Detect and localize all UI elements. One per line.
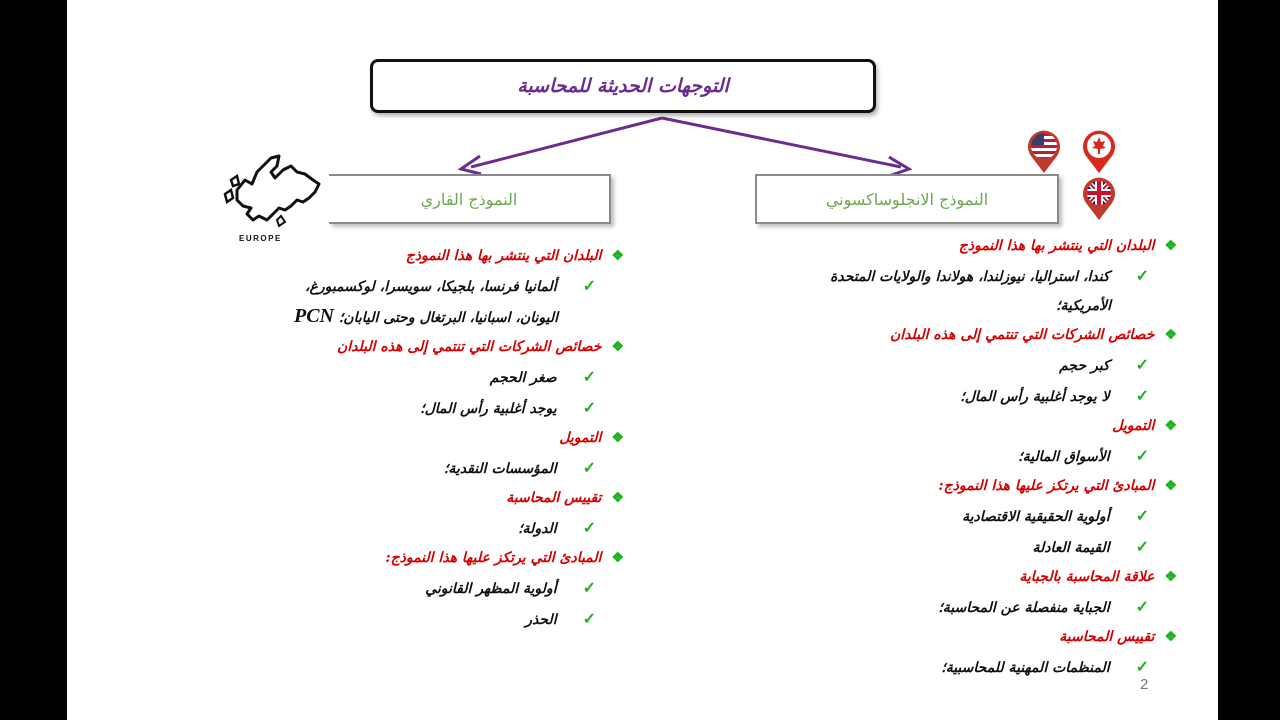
page-number: 2: [1140, 676, 1149, 693]
list-item-continued: اليونان، اسبانيا، البرتغال وحتى اليابان؛ PCN: [293, 305, 558, 327]
diamond-bullet-icon: ❖: [1164, 478, 1177, 494]
checkmark-icon: ✓: [1135, 506, 1149, 525]
checkmark-icon: ✓: [582, 276, 596, 295]
section-heading: ❖تقييس المحاسبة: [219, 484, 624, 513]
checkmark-icon: ✓: [1135, 597, 1149, 616]
europe-map-icon: [217, 150, 337, 236]
section-heading: ❖خصائص الشركات التي تنتمي إلى هذه البلدان: [747, 321, 1177, 350]
list-item: ✓أولوية الحقيقية الاقتصادية: [747, 501, 1177, 532]
arrow-right: [662, 118, 901, 167]
checkmark-icon: ✓: [582, 609, 596, 628]
list-item-continued: الأمريكية؛: [1056, 298, 1111, 314]
list-item: ✓الدولة؛: [219, 513, 624, 544]
usa-flag-pin-icon: [1025, 128, 1063, 174]
anglo-saxon-model-title: النموذج الانجلوساكسوني: [755, 174, 1059, 224]
section-heading: ❖البلدان التي ينتشر بها هذا النموذج: [219, 242, 624, 271]
list-item: ✓كندا، استراليا، نيوزلندا، هولاندا والولايات المتحدة: [747, 261, 1177, 292]
list-item: ✓القيمة العادلة: [747, 532, 1177, 563]
pcn-label: PCN: [293, 305, 334, 327]
list-item: ✓المنظمات المهنية للمحاسبية؛: [747, 652, 1177, 683]
section-heading: ❖المبادئ التي يرتكز عليها هذا النموذج:: [219, 544, 624, 573]
diamond-bullet-icon: ❖: [1164, 629, 1177, 645]
continental-model-title: النموذج القاري: [329, 174, 611, 224]
list-item: ✓يوجد أغلبية رأس المال؛: [219, 393, 624, 424]
diamond-bullet-icon: ❖: [1164, 327, 1177, 343]
diamond-bullet-icon: ❖: [611, 248, 624, 264]
list-item: ✓أولوية المظهر القانوني: [219, 573, 624, 604]
list-item: ✓الجباية منفصلة عن المحاسبة؛: [747, 592, 1177, 623]
diamond-bullet-icon: ❖: [1164, 418, 1177, 434]
list-item: ✓الأسواق المالية؛: [747, 441, 1177, 472]
checkmark-icon: ✓: [1135, 355, 1149, 374]
diamond-bullet-icon: ❖: [611, 339, 624, 355]
checkmark-icon: ✓: [582, 578, 596, 597]
checkmark-icon: ✓: [1135, 657, 1149, 676]
arrow-left: [471, 118, 662, 167]
list-item: ✓ألمانيا فرنسا، بلجيكا، سويسرا، لوكسمبورغ،: [219, 271, 624, 302]
list-item: ✓كبر حجم: [747, 350, 1177, 381]
section-heading: ❖خصائص الشركات التي تنتمي إلى هذه البلدان: [219, 333, 624, 362]
diamond-bullet-icon: ❖: [611, 490, 624, 506]
continental-model-list: [219, 242, 624, 635]
list-item: ✓المؤسسات النقدية؛: [219, 453, 624, 484]
list-item: ✓الحذر: [219, 604, 624, 635]
section-heading: ❖البلدان التي ينتشر بها هذا النموذج: [747, 232, 1177, 261]
diamond-bullet-icon: ❖: [1164, 238, 1177, 254]
list-item: ✓لا يوجد أغلبية رأس المال؛: [747, 381, 1177, 412]
checkmark-icon: ✓: [1135, 386, 1149, 405]
europe-label: EUROPE: [239, 234, 282, 243]
slide: [67, 0, 1218, 720]
checkmark-icon: ✓: [582, 458, 596, 477]
checkmark-icon: ✓: [582, 367, 596, 386]
checkmark-icon: ✓: [1135, 266, 1149, 285]
anglo-saxon-model-list: [747, 232, 1177, 683]
section-heading: ❖علاقة المحاسبة بالجباية: [747, 563, 1177, 592]
diamond-bullet-icon: ❖: [611, 430, 624, 446]
canada-flag-pin-icon: [1080, 128, 1118, 174]
list-item: ✓صغر الحجم: [219, 362, 624, 393]
checkmark-icon: ✓: [1135, 446, 1149, 465]
checkmark-icon: ✓: [582, 518, 596, 537]
section-heading: ❖التمويل: [219, 424, 624, 453]
checkmark-icon: ✓: [1135, 537, 1149, 556]
section-heading: ❖المبادئ التي يرتكز عليها هذا النموذج:: [747, 472, 1177, 501]
diamond-bullet-icon: ❖: [611, 550, 624, 566]
section-heading: ❖تقييس المحاسبة: [747, 623, 1177, 652]
uk-flag-pin-icon: [1080, 175, 1118, 221]
page-title: التوجهات الحديثة للمحاسبة: [370, 59, 876, 113]
diamond-bullet-icon: ❖: [1164, 569, 1177, 585]
checkmark-icon: ✓: [582, 398, 596, 417]
section-heading: ❖التمويل: [747, 412, 1177, 441]
